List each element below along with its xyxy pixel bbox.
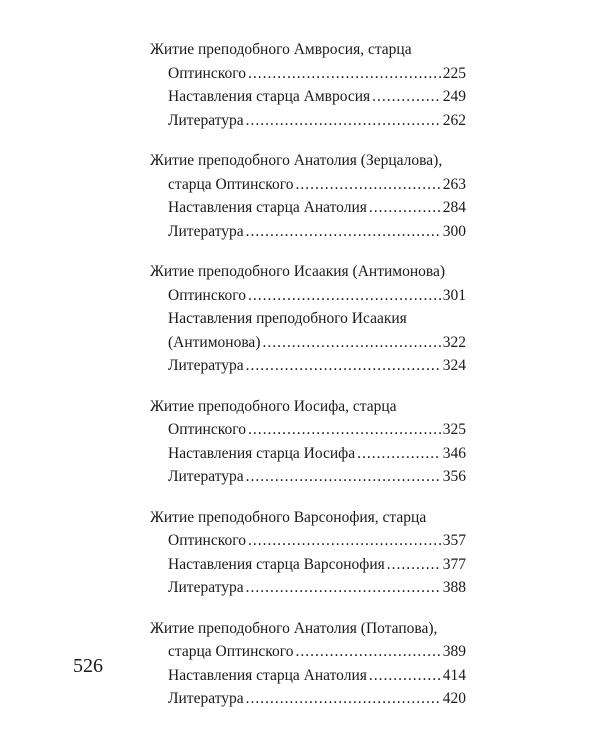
toc-entry[interactable]	[150, 687, 466, 711]
toc-entry[interactable]	[150, 529, 466, 553]
entry-label: Оптинского	[168, 286, 246, 304]
toc-entry[interactable]	[150, 442, 466, 466]
toc-section	[150, 260, 466, 378]
dot-leader	[246, 354, 441, 378]
toc-entry[interactable]	[150, 62, 466, 86]
entry-label: Наставления старца Анатолия	[168, 666, 367, 684]
section-title: Житие преподобного Амвросия, старца	[150, 41, 412, 58]
entry-label: Наставления старца Иосифа	[168, 444, 356, 462]
entry-page: 225	[442, 64, 466, 82]
toc-entry[interactable]	[150, 664, 466, 688]
section-title: Житие преподобного Анатолия (Потапова),	[150, 619, 438, 637]
entry-label: Литература	[168, 222, 244, 240]
entry-page: 324	[442, 357, 466, 374]
toc-entry[interactable]	[150, 109, 466, 133]
toc-section	[150, 506, 466, 600]
toc-entry[interactable]	[150, 465, 466, 489]
entry-label: Литература	[168, 357, 244, 374]
entry-label: Оптинского	[168, 64, 246, 82]
table-of-contents	[150, 38, 466, 728]
dot-leader	[246, 465, 441, 489]
entry-page: 420	[442, 690, 466, 707]
entry-label: старца Оптинского	[168, 175, 294, 193]
toc-entry[interactable]	[150, 553, 466, 577]
dot-leader	[248, 418, 441, 442]
toc-section	[150, 149, 466, 243]
dot-leader	[248, 62, 441, 86]
toc-entry[interactable]	[150, 354, 466, 378]
toc-entry[interactable]	[150, 220, 466, 244]
toc-section	[150, 38, 466, 132]
entry-page: 284	[442, 199, 466, 216]
toc-entry[interactable]	[150, 576, 466, 600]
entry-page: 377	[442, 555, 466, 573]
dot-leader	[246, 687, 441, 711]
entry-label: Оптинского	[168, 532, 246, 549]
entry-label: Литература	[168, 111, 244, 129]
toc-entry[interactable]	[150, 418, 466, 442]
dot-leader	[295, 640, 440, 664]
entry-label: Оптинского	[168, 421, 246, 438]
entry-label: Литература	[168, 690, 244, 707]
section-title: Житие преподобного Варсонофия, старца	[150, 508, 427, 526]
toc-entry[interactable]	[150, 331, 466, 355]
dot-leader	[248, 529, 441, 553]
section-title: Житие преподобного Иосифа, старца	[150, 397, 397, 415]
entry-page: 301	[442, 286, 466, 304]
entry-page: 346	[442, 444, 466, 462]
dot-leader	[295, 173, 440, 197]
dot-leader	[357, 442, 441, 466]
entry-label: старца Оптинского	[168, 643, 294, 660]
entry-page: 263	[442, 175, 466, 193]
section-title: Житие преподобного Анатолия (Зерцалова),	[150, 152, 443, 169]
toc-entry[interactable]	[150, 196, 466, 220]
dot-leader	[246, 109, 441, 133]
dot-leader	[262, 331, 440, 355]
entry-page: 300	[442, 222, 466, 240]
entry-label: Литература	[168, 579, 244, 596]
dot-leader	[372, 85, 441, 109]
entry-label: Наставления старца Варсонофия	[168, 555, 385, 573]
entry-label: Наставления преподобного Исаакия	[168, 310, 407, 327]
dot-leader	[246, 576, 441, 600]
entry-page: 357	[442, 532, 466, 549]
toc-entry-label-line[interactable]	[150, 307, 466, 331]
toc-section	[150, 617, 466, 711]
entry-label: Наставления старца Амвросия	[168, 88, 371, 105]
section-title: Житие преподобного Исаакия (Антимонова)	[150, 263, 446, 280]
entry-label: Наставления старца Анатолия	[168, 199, 367, 216]
toc-entry[interactable]	[150, 284, 466, 308]
dot-leader	[369, 196, 441, 220]
entry-page: 414	[442, 666, 466, 684]
entry-page: 388	[442, 579, 466, 596]
dot-leader	[248, 284, 441, 308]
entry-page: 249	[442, 88, 466, 105]
dot-leader	[246, 220, 441, 244]
page-number: 526	[73, 655, 103, 677]
toc-section	[150, 395, 466, 489]
entry-page: 322	[442, 333, 466, 351]
entry-label: (Антимонова)	[168, 333, 261, 351]
entry-page: 262	[442, 111, 466, 129]
entry-page: 389	[442, 643, 466, 660]
toc-entry[interactable]	[150, 173, 466, 197]
entry-label: Литература	[168, 468, 244, 485]
toc-entry[interactable]	[150, 640, 466, 664]
toc-entry[interactable]	[150, 85, 466, 109]
entry-page: 325	[442, 421, 466, 438]
dot-leader	[369, 664, 441, 688]
dot-leader	[387, 553, 441, 577]
entry-page: 356	[442, 468, 466, 485]
